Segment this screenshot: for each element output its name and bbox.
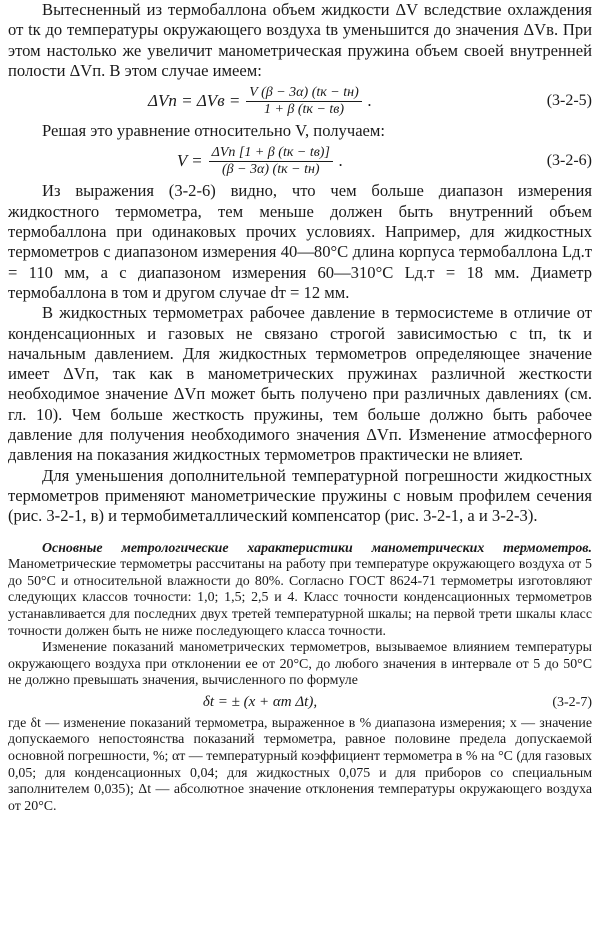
equation-left: V = [176, 151, 203, 171]
paragraph-8: где δt — изменение показаний термометра, выраженное в % диапазона измерения; x — значение допускаемого непостоянства показаний термометра, равное половине предела допускаемой основной погрешности, %; αт — температурный коэффициент термометра в % на °С (для газовых 0,05; для конденсационных 0,04; для жидкостных 0,075 и для приборов со специальным заполнителем 0,035); Δt — абсолютное значение отклонения температуры окружающего воздуха от 20°С. [8, 715, 592, 814]
small-text [8, 541, 592, 816]
equation-tail: . [367, 91, 372, 111]
numerator: ΔVп [1 + β (tк − tв)] [209, 145, 333, 162]
equation-number: (3-2-7) [552, 694, 592, 710]
equation-tail: . [338, 151, 344, 171]
equation-3-2-5 [8, 81, 592, 121]
main-text [8, 0, 592, 527]
paragraph-6-body: Манометрические термометры рассчитаны на работу при температуре окружающего воздуха от 5 до 50°С и относительной влажности до 80%. Согласно ГОСТ 8624-71 термометры изготовляют следующих классов точности: 1,0; 1,5; 2,5 и 4. Класс точности конденсационных термометров устанавливается для последних двух третей температурной шкалы; на первой трети шкалы класс точности должен быть не ниже последующего класса точности. [8, 557, 592, 639]
denominator: (β − 3α) (tк − tн) [221, 161, 320, 177]
equation-formula [8, 85, 512, 118]
paragraph-3: Из выражения (3-2-6) видно, что чем больше диапазон измерения жидкостного термометра, тем меньше должен быть внутренний объем термобаллона при одинаковых прочих условиях. Например, для жидкостных термометров с диапазоном измерения 40—80°С длина корпуса термобаллона Lд.т = 110 мм, а с диапазоном измерения 60—310°С Lд.т = 18 мм. Диаметр термобаллона в том и другом случае dт = 12 мм. [8, 181, 592, 302]
equation-number: (3-2-5) [546, 92, 592, 110]
fraction [246, 85, 361, 118]
equation-number: (3-2-6) [546, 152, 592, 170]
fraction [209, 145, 333, 178]
section-heading: Основные метрологические характеристики манометрических термометров. [42, 540, 592, 556]
paragraph-1: Вытесненный из термобаллона объем жидкости ΔV вследствие охлаждения от tк до температуры окружающего воздуха tв уменьшится до значения ΔVв. При этом настолько же увеличит манометрическая пружина объем своей внутренней полости ΔVп. В этом случае имеем: [8, 0, 592, 80]
paragraph-5: Для уменьшения дополнительной температурной погрешности жидкостных термометров применяют манометрические пружины с новым профилем сечения (рис. 3-2-1, в) и термобиметаллический компенсатор (рис. 3-2-1, а и 3-2-3). [8, 465, 592, 526]
paragraph-4: В жидкостных термометрах рабочее давление в термосистеме в отличие от конденсационных и газовых не связано строгой зависимостью с tп, tк и начальным давлением. Для жидкостных термометров определяющее значение имеет ΔVп, так как в манометрических пружинах различной жесткости необходимое значение ΔVп может быть получено при различных давлениях (см. гл. 10). Чем больше жесткость пружины, тем больше должно быть рабочее давление для получения необходимого значения ΔVп. Изменение атмосферного давления на показания жидкостных термометров практически не влияет. [8, 303, 592, 465]
equation-formula: δt = ± (x + αт Δt), [202, 694, 318, 711]
paragraph-2: Решая это уравнение относительно V, получаем: [42, 121, 386, 141]
numerator: V (β − 3α) (tк − tн) [246, 85, 361, 102]
paragraph-7: Изменение показаний манометрических термометров, вызываемое влиянием температуры окружающего воздуха при отклонении ее от 20°С, до любого значения в интервале от 5 до 50°С не должно превышать значения, вычисленного по формуле [8, 640, 592, 689]
equation-left: ΔVп = ΔVв = [148, 91, 241, 111]
equation-formula [8, 145, 512, 178]
paragraph-6 [8, 541, 592, 641]
equation-3-2-6 [8, 141, 592, 181]
denominator: 1 + β (tк − tв) [263, 101, 345, 117]
equation-3-2-7 [8, 690, 592, 716]
